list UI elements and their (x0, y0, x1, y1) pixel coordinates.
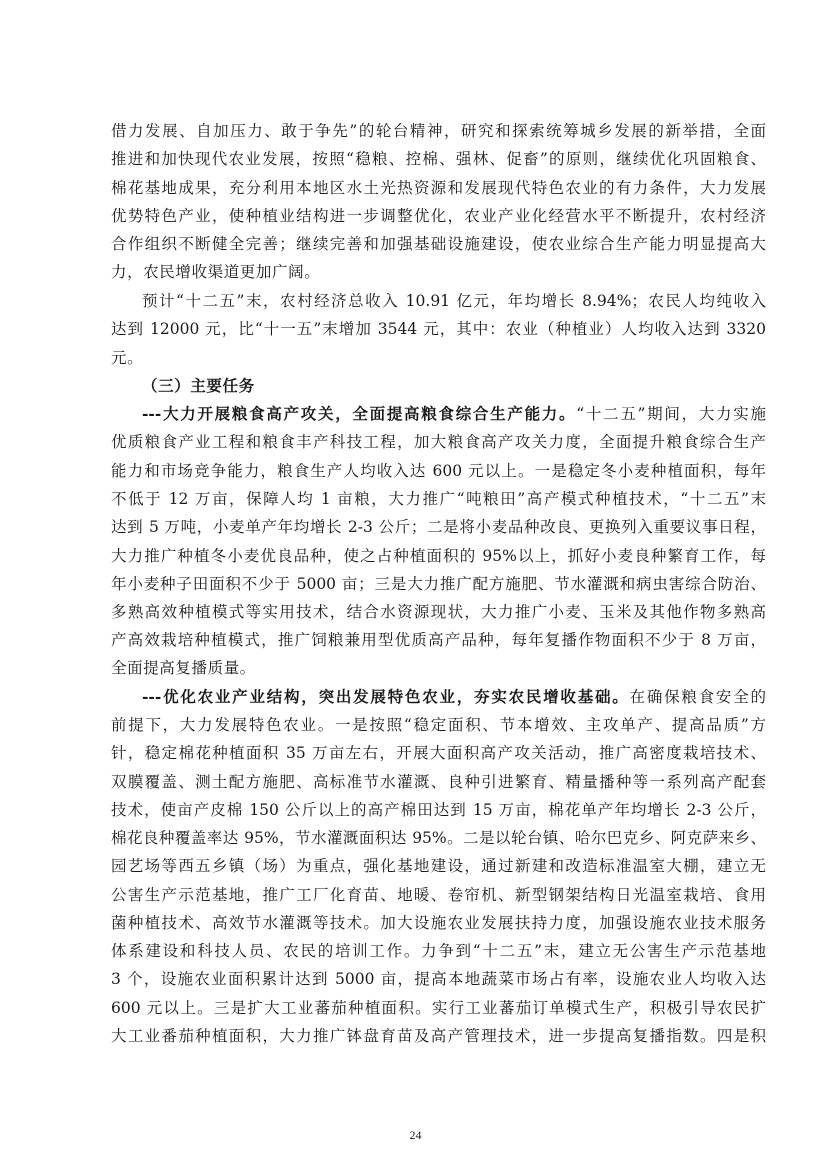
text-line (111, 626, 766, 654)
text-line (111, 315, 766, 343)
text-segment: 体系建设和科技人员、农民的培训工作。力争到“十二五”末，建立无公害生产示范基地 (111, 942, 766, 960)
text-segment: 菌种植技术、高效节水灌溉等技术。加大设施农业发展扶持力度，加强设施农业技术服务 (111, 914, 766, 932)
text-segment: 达到 5 万吨，小麦单产年均增长 2-3 公斤；二是将小麦品种改良、更换列入重要议事日程， (111, 518, 766, 536)
text-line (111, 117, 766, 145)
text-segment: 推进和加快现代农业发展，按照“稳粮、控棉、强林、促畜”的原则，继续优化巩固粮食、 (111, 150, 766, 168)
text-line (142, 287, 766, 315)
text-line (111, 852, 766, 880)
text-segment: 棉花基地成果，充分利用本地区水土光热资源和发展现代特色农业的有力条件，大力发展 (111, 179, 766, 197)
text-line (111, 485, 766, 513)
text-segment: 达到 12000 元，比“十一五”末增加 3544 元，其中：农业（种植业）人均收入达到 3320 (111, 320, 766, 338)
text-segment: 不低于 12 万亩，保障人均 1 亩粮，大力推广“吨粮田”高产模式种植技术，“十二五”末 (111, 490, 766, 508)
text-segment: 棉花良种覆盖率达 95%，节水灌溉面积达 95%。二是以轮台镇、哈尔巴克乡、阿克萨来乡、 (111, 829, 766, 847)
text-line (111, 965, 766, 993)
text-line (111, 570, 766, 598)
text-segment: 全面提高复播质量。 (111, 659, 256, 677)
text-line (111, 739, 766, 767)
text-segment: 合作组织不断健全完善；继续完善和加强基础设施建设，使农业综合生产能力明显提高大 (111, 235, 766, 253)
text-segment: 3 个，设施农业面积累计达到 5000 亩，提高本地蔬菜市场占有率，设施农业人均收入达 (111, 970, 766, 988)
text-line (111, 174, 766, 202)
text-segment: 技术，使亩产皮棉 150 公斤以上的高产棉田达到 15 万亩，棉花单产年均增长 2-3 公斤， (111, 801, 766, 819)
text-segment: 产高效栽培种植模式，推广饲粮兼用型优质高产品种，每年复播作物面积不少于 8 万亩， (111, 631, 766, 649)
text-line (111, 344, 143, 372)
text-segment: 600 元以上。三是扩大工业蕃茄种植面积。实行工业蕃茄订单模式生产，积极引导农民扩 (111, 999, 766, 1017)
text-segment: 借力发展、自加压力、敢于争先”的轮台精神，研究和探索统筹城乡发展的新举措，全面 (111, 122, 766, 140)
text-segment: 多熟高效种植模式等实用技术，结合水资源现状，大力推广小麦、玉米及其他作物多熟高 (111, 603, 766, 621)
text-line (111, 994, 766, 1022)
text-line (111, 768, 766, 796)
text-segment: 力，农民增收渠道更加广阔。 (111, 263, 321, 281)
text-line (111, 145, 766, 173)
text-segment: 年小麦种子田面积不少于 5000 亩；三是大力推广配方施肥、节水灌溉和病虫害综合防治、 (111, 575, 766, 593)
text-line (111, 598, 766, 626)
text-segment: 优势特色产业，使种植业结构进一步调整优化，农业产业化经营水平不断提升，农村经济 (111, 207, 766, 225)
text-segment: 前提下，大力发展特色农业。一是按照“稳定面积、节本增效、主攻单产、提高品质”方 (111, 716, 766, 734)
text-line (111, 230, 766, 258)
text-segment: 预计“十二五”末，农村经济总收入 10.91 亿元，年均增长 8.94%；农民人均纯收入 (142, 292, 766, 310)
text-line (142, 683, 766, 711)
text-line (111, 258, 320, 286)
bold-text-segment: （三）主要任务 (142, 376, 255, 395)
text-segment: 双膜覆盖、测土配方施肥、高标准节水灌溉、良种引进繁育、精量播种等一系列高产配套 (111, 773, 766, 791)
text-line (111, 909, 766, 937)
text-line (111, 711, 766, 739)
text-segment: 公害生产示范基地，推广工厂化育苗、地暖、卷帘机、新型钢架结构日光温室栽培、食用 (111, 886, 766, 904)
text-line (142, 400, 766, 428)
text-line (111, 654, 256, 682)
text-segment: 元。 (111, 349, 144, 367)
text-line (111, 202, 766, 230)
text-line (111, 824, 766, 852)
text-segment: 针，稳定棉花种植面积 35 万亩左右，开展大面积高产攻关活动，推广高密度栽培技术、 (111, 744, 766, 762)
text-line (111, 881, 766, 909)
text-line (111, 542, 766, 570)
text-segment: 优质粮食产业工程和粮食丰产科技工程，加大粮食高产攻关力度，全面提升粮食综合生产 (111, 433, 766, 451)
bold-text-segment: ---优化农业产业结构，突出发展特色农业，夯实农民增收基础。 (142, 687, 630, 706)
text-segment: “十二五”期间，大力实施 (576, 405, 766, 423)
text-segment: 园艺场等西五乡镇（场）为重点，强化基地建设，通过新建和改造标准温室大棚，建立无 (111, 857, 766, 875)
text-line (111, 796, 766, 824)
text-line (111, 937, 766, 965)
page-number: 24 (409, 1128, 422, 1142)
bold-text-segment: ---大力开展粮食高产攻关，全面提高粮食综合生产能力。 (142, 404, 577, 423)
text-segment: 能力和市场竞争能力，粮食生产人均收入达 600 元以上。一是稳定冬小麦种植面积，每年 (111, 462, 766, 480)
text-line (111, 428, 766, 456)
text-line (111, 1022, 766, 1050)
text-line (111, 513, 766, 541)
text-line (111, 457, 766, 485)
text-segment: 大工业番茄种植面积，大力推广钵盘育苗及高产管理技术，进一步提高复播指数。四是积 (111, 1027, 766, 1045)
text-segment: 大力推广种植冬小麦优良品种，使之占种植面积的 95%以上，抓好小麦良种繁育工作，每 (111, 547, 766, 565)
text-segment: 在确保粮食安全的 (629, 688, 766, 706)
text-line (142, 372, 255, 400)
